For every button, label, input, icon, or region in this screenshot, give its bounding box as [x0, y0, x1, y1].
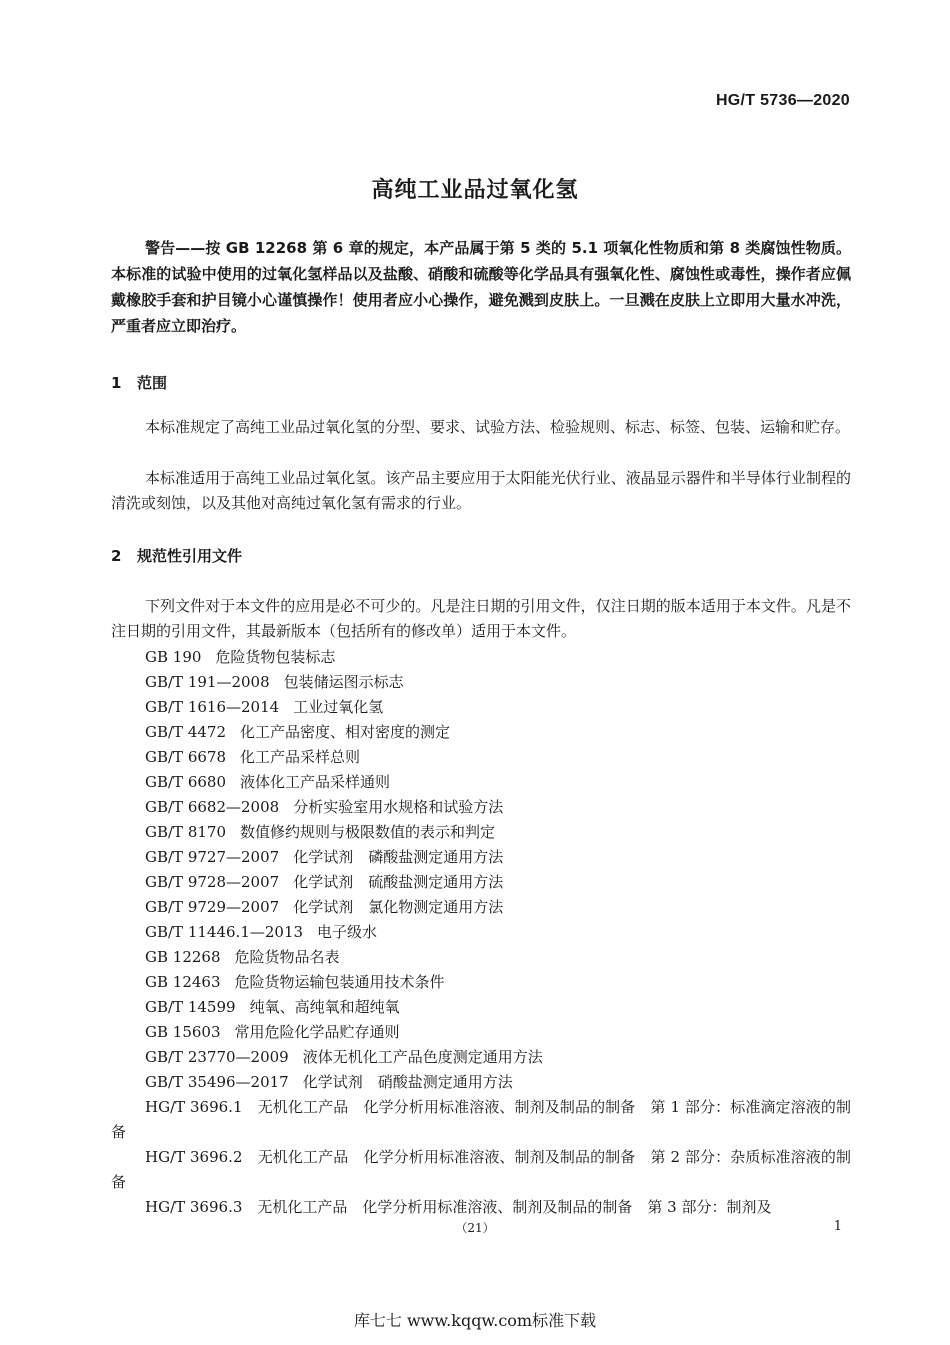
reference-title: 数值修约规则与极限数值的表示和判定 — [240, 823, 496, 841]
reference-item-long: HG/T 3696.3 无机化工产品 化学分析用标准溶液、制剂及制品的制备 第 3 部分：制剂及 — [145, 1198, 772, 1216]
scope-paragraph-2: 本标准适用于高纯工业品过氧化氢。该产品主要应用于太阳能光伏行业、液晶显示器件和半导体行业制程的清洗或刻蚀，以及其他对高纯过氧化氢有需求的行业。 — [111, 469, 851, 512]
reference-code: GB/T 9728—2007 — [145, 873, 280, 891]
section-1-number: 1 — [111, 374, 122, 392]
reference-code: GB/T 8170 — [145, 823, 227, 841]
footer-source: 库七七 www.kqqw.com标准下载 — [353, 1311, 597, 1330]
reference-item — [111, 1045, 851, 1070]
reference-title: 分析实验室用水规格和试验方法 — [293, 798, 504, 816]
reference-code: GB/T 11446.1—2013 — [145, 923, 304, 941]
page-number: 1 — [833, 1219, 842, 1234]
warning-paragraph: 警告——按 GB 12268 第 6 章的规定，本产品属于第 5 类的 5.1 项氧化性物质和第 8 类腐蚀性物质。本标准的试验中使用的过氧化氢样品以及盐酸、硝酸和硫酸等化学品具有强氧化性、腐蚀性或毒性，操作者应佩戴橡胶手套和护目镜小心谨慎操作！使用者应小心操作，避免溅到皮肤上。一旦溅在皮肤上立即用大量水冲洗，严重者应立即治疗。 — [111, 239, 851, 335]
reference-code: GB 15603 — [145, 1023, 221, 1041]
reference-title: 液体化工产品采样通则 — [240, 773, 391, 791]
reference-title: 电子级水 — [317, 923, 378, 941]
reference-item — [111, 645, 851, 670]
reference-item — [111, 770, 851, 795]
reference-item — [111, 895, 851, 920]
reference-title: 包装储运图示标志 — [283, 673, 404, 691]
scope-paragraph-1: 本标准规定了高纯工业品过氧化氢的分型、要求、试验方法、检验规则、标志、标签、包装、运输和贮存。 — [145, 418, 851, 436]
reference-code: GB/T 23770—2009 — [145, 1048, 289, 1066]
references-intro: 下列文件对于本文件的应用是必不可少的。凡是注日期的引用文件，仅注日期的版本适用于本文件。凡是不注日期的引用文件，其最新版本（包括所有的修改单）适用于本文件。 — [111, 597, 851, 640]
standard-code: HG/T 5736—2020 — [715, 92, 850, 109]
reference-code: GB/T 9729—2007 — [145, 898, 280, 916]
reference-code: GB 12268 — [145, 948, 221, 966]
reference-title: 常用危险化学品贮存通则 — [234, 1023, 400, 1041]
reference-item — [111, 795, 851, 820]
reference-item — [111, 1070, 851, 1095]
section-2-title: 规范性引用文件 — [137, 547, 243, 565]
reference-code: GB/T 191—2008 — [145, 673, 270, 691]
reference-item — [111, 695, 851, 720]
section-2-number: 2 — [111, 547, 122, 565]
reference-code: GB/T 1616—2014 — [145, 698, 280, 716]
section-1-title: 范围 — [137, 374, 168, 392]
reference-code: GB/T 6682—2008 — [145, 798, 280, 816]
reference-title: 化学试剂 硝酸盐测定通用方法 — [302, 1073, 513, 1091]
reference-item — [111, 720, 851, 745]
reference-item — [111, 945, 851, 970]
reference-item — [111, 870, 851, 895]
reference-title: 化学试剂 硫酸盐测定通用方法 — [293, 873, 504, 891]
reference-item-long: HG/T 3696.2 无机化工产品 化学分析用标准溶液、制剂及制品的制备 第 2 部分：杂质标准溶液的制备 — [111, 1148, 851, 1191]
reference-item — [111, 970, 851, 995]
reference-code: GB/T 4472 — [145, 723, 227, 741]
reference-code: GB 12463 — [145, 973, 221, 991]
reference-title: 工业过氧化氢 — [293, 698, 384, 716]
page-title: 高纯工业品过氧化氢 — [371, 178, 579, 203]
reference-code: GB/T 6678 — [145, 748, 227, 766]
section-1-heading — [111, 372, 167, 393]
section-2-heading — [111, 545, 242, 566]
reference-title: 危险货物品名表 — [234, 948, 340, 966]
reference-code: GB/T 14599 — [145, 998, 236, 1016]
reference-item — [111, 920, 851, 945]
reference-code: GB/T 6680 — [145, 773, 227, 791]
reference-title: 纯氧、高纯氧和超纯氧 — [249, 998, 400, 1016]
reference-title: 化学试剂 氯化物测定通用方法 — [293, 898, 504, 916]
page-mark: （21） — [455, 1221, 495, 1235]
reference-item — [111, 1020, 851, 1045]
reference-item — [111, 820, 851, 845]
reference-item-long: HG/T 3696.1 无机化工产品 化学分析用标准溶液、制剂及制品的制备 第 1 部分：标准滴定溶液的制备 — [111, 1098, 851, 1141]
reference-code: GB/T 35496—2017 — [145, 1073, 289, 1091]
reference-title: 化工产品密度、相对密度的测定 — [240, 723, 451, 741]
reference-title: 危险货物运输包装通用技术条件 — [234, 973, 445, 991]
reference-code: GB 190 — [145, 648, 202, 666]
reference-code: GB/T 9727—2007 — [145, 848, 280, 866]
reference-item — [111, 995, 851, 1020]
reference-item — [111, 670, 851, 695]
reference-item — [111, 745, 851, 770]
reference-title: 液体无机化工产品色度测定通用方法 — [302, 1048, 543, 1066]
reference-item — [111, 845, 851, 870]
reference-title: 化学试剂 磷酸盐测定通用方法 — [293, 848, 504, 866]
reference-title: 化工产品采样总则 — [240, 748, 361, 766]
reference-title: 危险货物包装标志 — [215, 648, 336, 666]
reference-list — [111, 645, 851, 1220]
